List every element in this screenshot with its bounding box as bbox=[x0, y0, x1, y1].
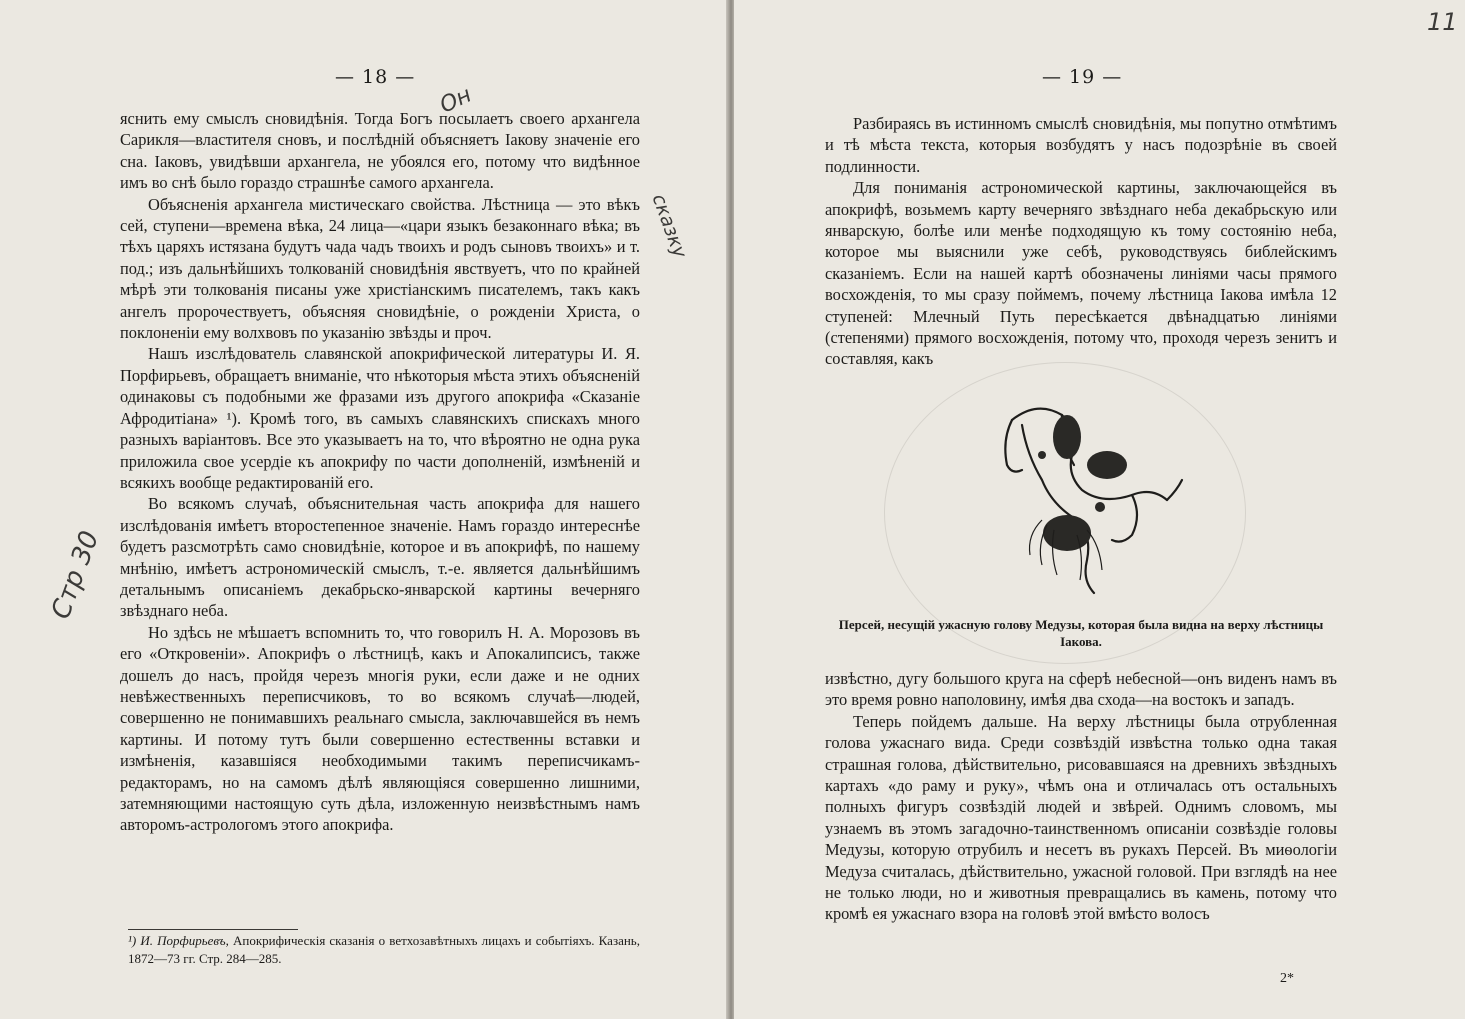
footnote-author: ¹) И. Порфирьевъ, bbox=[128, 933, 229, 948]
handwritten-note: сказку bbox=[647, 191, 691, 261]
handwritten-margin-note: Стр 30 bbox=[45, 527, 106, 623]
paragraph: Теперь пойдемъ дальше. На верху лѣстницы была отрубленная голова ужаснаго вида. Среди созвѣздій извѣстна только одна такая страшная голова, дѣйствительно, рисовавшаяся на древнихъ звѣздныхъ картахъ «до раму и руку», чѣмъ она и отличалась отъ остальныхъ полныхъ фигуръ созвѣздій людей и звѣрей. Однимъ словомъ, мы узнаемъ въ этомъ загадочно-таинственномъ описаніи созвѣздіе головы Медузы, которую отрубилъ и несетъ въ рукахъ Персей. Въ миѳологіи Медуза считалась, дѣйствительно, ужасной головой. При взглядѣ на нее не только люди, но и животныя превращались въ камень, потому что кромѣ ея ужаснаго взора на головѣ этой вмѣсто волосъ bbox=[825, 711, 1337, 924]
right-body-text-upper bbox=[825, 113, 1337, 370]
paragraph: Разбираясь въ истинномъ смыслѣ сновидѣнія, мы попутно отмѣтимъ и тѣ мѣста текста, которыя возбудятъ у насъ подозрѣніе въ своей подлинности. bbox=[825, 114, 1337, 176]
figure-caption: Персей, несущій ужасную голову Медузы, которая была видна на верху лѣстницы Іакова. bbox=[838, 617, 1324, 649]
right-body-text-lower bbox=[825, 668, 1337, 925]
paragraph: Для пониманія астрономической картины, заключающейся въ апокрифѣ, возьмемъ карту вечерняго звѣзднаго неба декабрьскую или январскую, болѣе или менѣе подходящую къ тому состоянію неба, которое мы выяснили уже себѣ, руководствуясь библейскимъ сказаніемъ. Если на нашей картѣ обозначены линіями часы прямого восхожденія, то мы сразу поймемъ, почему лѣстница Іакова имѣла 12 ступеней: Млечный Путь пересѣкается двѣнадцатью линіями (степенями) прямого восхожденія, потому что, проходя черезъ зенитъ и составляя, какъ bbox=[825, 178, 1337, 369]
page-number-left: — 18 — bbox=[335, 66, 416, 88]
page-number-right: — 19 — bbox=[1042, 66, 1123, 88]
paragraph: Объясненія архангела мистическаго свойства. Лѣстница — это вѣкъ сей, ступени—времена вѣка, 24 лица—«цари языкъ безаконнаго вѣка; въ тѣхъ царяхъ истязана будутъ чада чадъ твоихъ и родъ сыновъ твоихъ» и т. под.; изъ дальнѣйшихъ толкованій сновидѣнія явствуетъ, что по крайней мѣрѣ эти толкованія писаны уже христіанскимъ писателемъ, такъ какъ ангелъ пророчествуетъ, объясняя сновидѣніе, о рожденіи Христа, о поклоненіи ему волхвовъ по указанію звѣзды и проч. bbox=[120, 194, 640, 343]
footnote bbox=[128, 932, 640, 968]
right-page bbox=[734, 0, 1465, 1019]
left-body-text bbox=[120, 108, 640, 836]
paragraph: Нашъ изслѣдователь славянской апокрифической литературы И. Я. Порфирьевъ, обращаетъ вниманіе, что нѣкоторыя мѣста этихъ объясненій одинаковы съ подобными же фразами изъ другого апокрифа «Сказаніе Афродитіана» ¹). Кромѣ того, въ самыхъ славянскихъ спискахъ много разныхъ варіантовъ. Все это указываетъ на то, что вѣроятно не одна рука приложила свое усердіе къ апокрифу по части дополненій, измѣненій и всякихъ вообще редактированій его. bbox=[120, 344, 640, 492]
left-page bbox=[0, 0, 728, 1019]
handwritten-page-mark: 11 bbox=[1427, 8, 1458, 36]
paragraph: Но здѣсь не мѣшаетъ вспомнить то, что говорилъ Н. А. Морозовъ въ его «Откровеніи». Апокрифъ о лѣстницѣ, какъ и Апокалипсисъ, также дошелъ до насъ, пройдя черезъ многія руки, если даже и не одних невѣжественныхъ переписчиковъ, то во всякомъ случаѣ—людей, совершенно не понимавшихъ реальнаго смысла, заключавшейся въ немъ картины. И потому тутъ были совершенно естественны вставки и измѣненія, казавшіяся необходимыми такимъ переписчикамъ-редакторамъ, но на самомъ дѣлѣ являющіяся совершенно лишними, затемняющими настоящую суть дѣла, изложенную неизвѣстнымъ намъ авторомъ-астрологомъ этого апокрифа. bbox=[120, 622, 640, 835]
footnote-text: Апокрифическія сказанія о ветхозавѣтныхъ лицахъ и событіяхъ. Казань, 1872—73 гг. Стр. 284—285. bbox=[128, 933, 640, 966]
footnote-divider bbox=[128, 929, 298, 930]
paragraph: извѣстно, дугу большого круга на сферѣ небесной—онъ виденъ намъ въ это время ровно наполовину, имѣя два схода—на востокъ и западъ. bbox=[825, 669, 1337, 710]
handwritten-note: Он bbox=[436, 82, 476, 119]
paragraph: яснить ему смыслъ сновидѣнія. Тогда Богъ посылаетъ своего архангела Сарикля—властителя сновъ, и послѣдній объясняетъ Іакову значеніе его сна. Іаковъ, увидѣвши архангела, не убоялся его, потому что видѣнное имъ во снѣ было гораздо страшнѣе самого архангела. bbox=[120, 109, 640, 193]
perseus-medusa-illustration bbox=[982, 395, 1202, 600]
paragraph: Во всякомъ случаѣ, объяснительная часть апокрифа для нашего изслѣдованія имѣетъ второстепенное значеніе. Намъ гораздо интереснѣе будетъ разсмотрѣть само сновидѣніе, которое и въ апокрифѣ, по нашему мнѣнію, имѣетъ астрономическій смыслъ, т.-е. является дальнѣйшимъ детальнымъ описаніемъ декабрьско-январской картины вечерняго звѣзднаго неба. bbox=[120, 494, 640, 621]
signature-mark: 2* bbox=[1280, 971, 1294, 986]
perseus-illustration-icon bbox=[982, 395, 1202, 600]
